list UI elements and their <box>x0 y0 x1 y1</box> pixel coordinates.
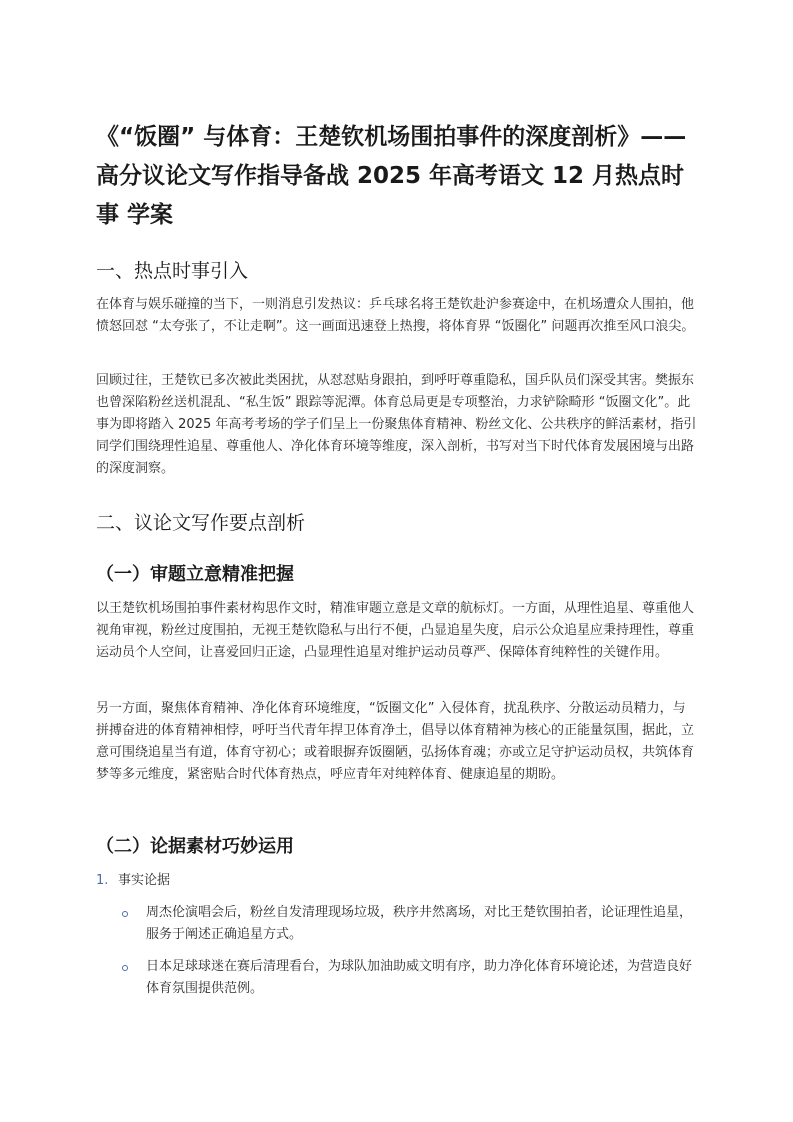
subsection-heading-theme: （一）审题立意精准把握 <box>96 564 294 585</box>
document-page <box>96 118 698 996</box>
list-item-label: 事实论据 <box>118 873 171 888</box>
theme-paragraph-1: 以王楚钦机场围拍事件素材构思作文时，精准审题立意是文章的航标灯。一方面，从理性追星、尊重他人视角审视，粉丝过度围拍，无视王楚钦隐私与出行不便，凸显追星失度，启示公众追星应秉持理性，尊重运动员个人空间，让喜爱回归正途，凸显理性追星对维护运动员尊严、保障体育纯粹性的关键作用。 <box>96 601 695 660</box>
subsection-heading-evidence: （二）论据素材巧妙运用 <box>96 836 294 857</box>
ordered-list-item <box>96 870 170 892</box>
document-title: 《“饭圈” 与体育：王楚钦机场围拍事件的深度剖析》—— 高分议论文写作指导备战 2025 年高考语文 12 月热点时事 学案 <box>96 124 687 228</box>
section-heading-analysis: 二、议论文写作要点剖析 <box>96 512 306 534</box>
bullet-text: 日本足球球迷在赛后清理看台，为球队加油助威文明有序，助力净化体育环境论述，为营造良好体育氛围提供范例。 <box>146 959 693 996</box>
bullet-item <box>122 902 698 946</box>
intro-paragraph-1: 在体育与娱乐碰撞的当下，一则消息引发热议：乒乓球名将王楚钦赴沪参赛途中，在机场遭众人围拍，他愤怒回怼 “太夸张了，不让走啊”。这一画面迅速登上热搜，将体育界 “饭圈化” 问题再次推至风口浪尖。 <box>96 297 695 334</box>
intro-paragraph-2: 回顾过往，王楚钦已多次被此类困扰，从怼怼贴身跟拍，到呼吁尊重隐私，国乒队员们深受其害。樊振东也曾深陷粉丝送机混乱、“私生饭” 跟踪等泥潭。体育总局更是专项整治，力求铲除畸形 “饭圈文化”。此事为即将踏入 2025 年高考考场的学子们呈上一份聚焦体育精神、粉丝文化、公共秩序的鲜活素材，指引同学们围绕理性追星、尊重他人、净化体育环境等维度，深入剖析，书写对当下时代体育发展困境与出路的深度洞察。 <box>96 373 697 476</box>
hollow-bullet-icon <box>122 911 128 917</box>
list-number: 1. <box>96 873 109 888</box>
bullet-text: 周杰伦演唱会后，粉丝自发清理现场垃圾，秩序井然离场，对比王楚钦围拍者，论证理性追星，服务于阐述正确追星方式。 <box>146 905 693 942</box>
hollow-bullet-icon <box>122 965 128 971</box>
section-heading-intro: 一、热点时事引入 <box>96 260 249 282</box>
bullet-item <box>122 956 698 1000</box>
theme-paragraph-2: 另一方面，聚焦体育精神、净化体育环境维度，“饭圈文化” 入侵体育，扰乱秩序、分散运动员精力，与拼搏奋进的体育精神相悖，呼吁当代青年捍卫体育净土，倡导以体育精神为核心的正能量氛围，据此，立意可围绕追星当有道，体育守初心；或着眼摒弃饭圈陋，弘扬体育魂；亦或立足守护运动员权，共筑体育梦等多元维度，紧密贴合时代体育热点，呼应青年对纯粹体育、健康追星的期盼。 <box>96 701 695 782</box>
